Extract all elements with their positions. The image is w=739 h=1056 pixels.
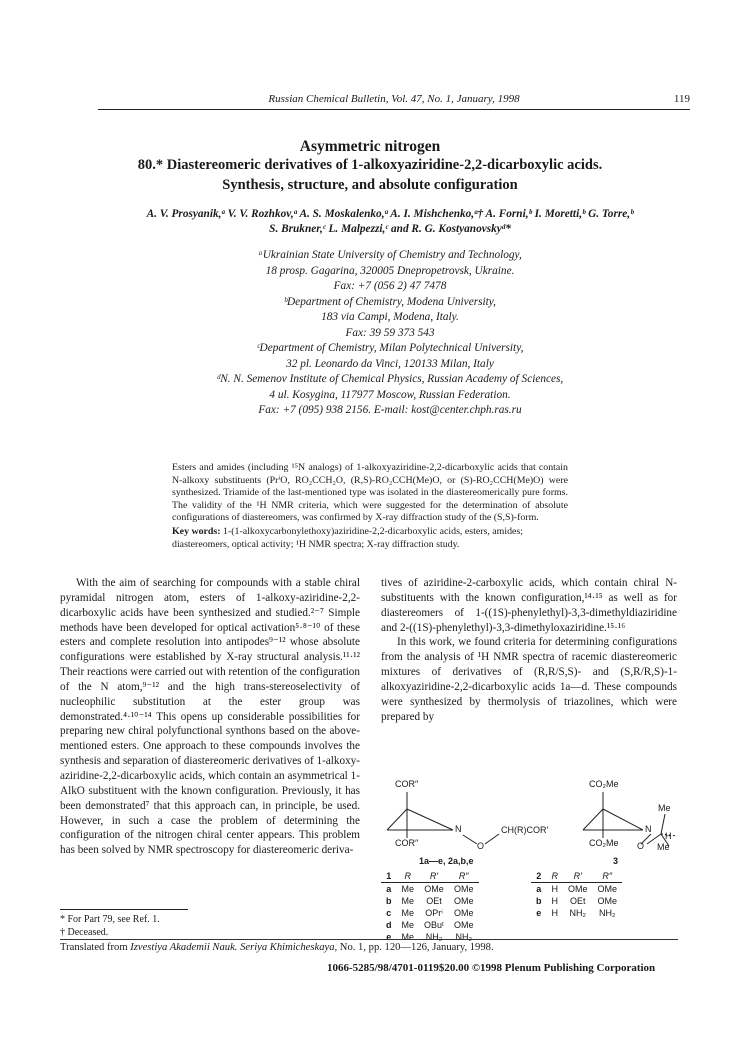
compound-label: 3 [613, 856, 619, 866]
table-cell: Me [401, 932, 415, 942]
chemical-scheme [381, 774, 677, 942]
body-paragraph: With the aim of searching for compounds with a stable chiral pyramidal nitrogen atom, esters of 1-alkoxy-aziridine-2,2-dicarboxylic acids have been synthesized and studied.²⁻⁷ Simple methods have been developed for optical activation⁵·⁸⁻¹⁰ of these esters and complete resolution into antipodes⁹⁻¹² whose absolute configurations were established by X-ray structural analysis.¹¹·¹² Their reactions were carried out with retention of the configuration of the N atom,⁹⁻¹² and the high trans-stereoselectivity of nucleophilic substitution at the ester group was demonstrated.⁴·¹⁰⁻¹⁴ This opens up considerable possibilities for preparing new chiral polyfunctional synthons based on the above-mentioned esters. One approach to these compounds involves the synthesis and separation of diastereomeric derivatives of 1-alkoxy-aziridine-2,2-dicarboxylic acids, which contain an asymmetrical 1-AlkO substituent with the known configuration. Previously, it has been demonstrated⁷ that this approach can, in principle, be used. However, in such a case the problem of determining the configuration of the nitrogen chiral center appears. This problem has been solved by NMR spectroscopy for diastereomeric deriva- [60, 577, 360, 857]
substituent-label: Me [658, 803, 671, 813]
substituent-table-1 [381, 870, 479, 943]
translation-journal: Izvestiya Akademii Nauk. Seriya Khimicheskaya, [130, 942, 338, 953]
substituent-table-2 [531, 870, 622, 919]
table-cell: OEt [426, 896, 442, 906]
substituent-label: Me [657, 842, 670, 852]
bond [463, 835, 477, 844]
table-cell: OMe [454, 884, 474, 894]
affiliation-line: Fax: 39 59 373 543 [345, 326, 435, 339]
table-row [381, 895, 479, 907]
substituent-label: CH(R)COR′ [501, 825, 549, 835]
affiliation-line: 18 prosp. Gagarina, 320005 Dnepropetrovsk, Ukraine. [265, 264, 515, 277]
table-cell: d [386, 920, 392, 930]
page-number: 119 [673, 93, 690, 105]
table-cell: H [551, 884, 558, 894]
table-cell: Me [401, 920, 415, 930]
table-cell: Me [401, 884, 415, 894]
table-cell: NH₂ [425, 932, 443, 942]
keywords-text: 1-(1-alkoxycarbonylethoxy)aziridine-2,2-dicarboxylic acids, esters, amides; diastereomers, optical activity; ¹H NMR spectra; X-ray diffraction study. [172, 526, 523, 550]
table-header: R″ [449, 870, 479, 883]
bond [603, 809, 643, 830]
table-cell: NH₂ [599, 908, 616, 918]
table-cell: OMe [597, 884, 618, 894]
affiliation-line: Fax: +7 (056 2) 47 7478 [333, 280, 447, 292]
table-cell: NH₂ [569, 908, 586, 918]
table-header: R′ [419, 870, 449, 883]
atom-label: N [455, 824, 462, 834]
table-cell: Me [401, 896, 415, 906]
table-cell: OMe [568, 884, 588, 894]
keywords-label: Key words: [172, 526, 221, 537]
table-header-row [381, 870, 479, 883]
footnote-divider [60, 909, 188, 910]
article-title: 80.* Diastereomeric derivatives of 1-alkoxyaziridine-2,2-dicarboxylic acids. [137, 157, 603, 173]
translation-note [60, 942, 494, 953]
table-cell: b [536, 896, 542, 906]
affiliation-line: ᵃUkrainian State University of Chemistry and Technology, [258, 249, 522, 261]
table-cell: H [551, 896, 558, 906]
table-header: R′ [563, 870, 593, 883]
copyright-line: 1066-5285/98/4701-0119$20.00 ©1998 Plenum Publishing Corporation [327, 962, 656, 974]
table-cell: OMe [597, 896, 618, 906]
table-cell: H [551, 908, 558, 918]
body-left-column [60, 576, 360, 858]
author-list [80, 207, 700, 237]
series-title: Asymmetric nitrogen [299, 138, 441, 155]
atom-label: O [637, 841, 645, 851]
table-header: R [547, 870, 564, 883]
table-header: R″ [593, 870, 623, 883]
bond [485, 834, 499, 844]
affiliation-line: 32 pl. Leonardo da Vinci, 120133 Milan, Italy [286, 357, 494, 370]
table-cell: OEt [570, 896, 586, 906]
substituent-label: CO₂Me [589, 838, 619, 848]
atom-label: H [665, 831, 672, 841]
affiliation-line: ᵇDepartment of Chemistry, Modena University, [283, 295, 496, 308]
table-header: R [397, 870, 420, 883]
table-cell: NH₂ [455, 932, 473, 942]
substituent-label: CO₂Me [589, 779, 619, 789]
affiliations [80, 248, 700, 419]
author-line: A. V. Prosyanik,ᵃ V. V. Rozhkov,ᵃ A. S. Moskalenko,ᵃ A. I. Mishchenko,ᵃ† A. Forni,ᵇ I. Moretti,ᵇ G. Torre,ᵇ [146, 208, 634, 220]
table-header: 1 [381, 870, 397, 883]
bond [407, 809, 453, 830]
affiliation-line: ᶜDepartment of Chemistry, Milan Polytechnical University, [256, 342, 524, 354]
running-header [98, 93, 690, 110]
translation-suffix: No. 1, pp. 120—126, January, 1998. [337, 942, 494, 953]
table-cell: OMe [454, 908, 474, 918]
bottom-divider [60, 939, 678, 940]
keywords [172, 526, 568, 551]
table-cell: a [386, 884, 392, 894]
table-cell: OMe [424, 884, 444, 894]
table-row [531, 907, 622, 919]
footnotes [60, 913, 160, 939]
table-header-row [531, 870, 622, 883]
abstract: Esters and amides (including ¹⁵N analogs) of 1-alkoxyaziridine-2,2-dicarboxylic acids that contain N-alkoxy substituents (PrⁱO, RO₂CCH₂O, (R,S)-RO₂CCH(Me)O, or (S)-RO₂CCH(Me)O) were synthesized. Triamide of the last-mentioned type was isolated in the diastereomerically pure forms. The validity of the ¹H NMR criteria, which were suggested for the determination of absolute configurations of diastereomers, was confirmed by X-ray diffraction study of the (S,S)-form. [172, 462, 568, 524]
table-row [381, 883, 479, 896]
footnote: * For Part 79, see Ref. 1. [60, 914, 160, 925]
table-cell: OBuᵗ [424, 920, 445, 930]
atom-label: N [645, 824, 652, 834]
body-paragraph: tives of aziridine-2-carboxylic acids, which contain chiral N-substituents with the known configuration,¹⁴·¹⁵ as well as for diastereomers of 1-((1S)-phenylethyl)-3,3-dimethyldiaziridine and 2-((1S)-phenylethyl)-3,3-dimethyloxaziridine.¹⁵·¹⁶ [381, 577, 677, 634]
author-line: S. Brukner,ᶜ L. Malpezzi,ᶜ and R. G. Kostyanovskyᵈ* [269, 223, 511, 235]
table-row [381, 919, 479, 931]
journal-citation: Russian Chemical Bulletin, Vol. 47, No. 1, January, 1998 [268, 93, 520, 105]
table-cell: c [386, 908, 392, 918]
bond [583, 809, 603, 830]
table-row [381, 907, 479, 919]
table-cell: OMe [454, 920, 474, 930]
substituent-label: COR″ [395, 838, 419, 848]
translation-prefix: Translated from [60, 942, 131, 953]
body-paragraph: In this work, we found criteria for determining configurations from the analysis of ¹H NMR spectra of racemic diastereomeric mixtures of derivatives of (R,R/S,S)- and (S,R/R,S)-1-alkoxyaziridine-2,2-dicarboxylic acids 1a—d. These compounds were synthesized by thermolysis of triazolines, which were prepared by [381, 636, 677, 723]
affiliation-line: 183 via Campi, Modena, Italy. [321, 311, 459, 323]
substituent-label: COR″ [395, 779, 419, 789]
table-cell: e [386, 932, 392, 942]
table-cell: a [536, 884, 542, 894]
affiliation-line: 4 ul. Kosygina, 117977 Moscow, Russian Federation. [269, 388, 511, 401]
affiliation-line: ᵈN. N. Semenov Institute of Chemical Physics, Russian Academy of Sciences, [216, 373, 564, 385]
table-cell: b [386, 896, 392, 906]
footnote: † Deceased. [60, 927, 109, 938]
table-cell: OMe [454, 896, 474, 906]
article-subtitle: Synthesis, structure, and absolute configuration [222, 177, 518, 193]
table-cell: OPrⁱ [425, 907, 443, 918]
table-cell: Me [401, 908, 415, 918]
table-row [531, 883, 622, 896]
bond [387, 809, 407, 830]
body-right-column [381, 576, 677, 724]
table-cell: e [536, 908, 542, 918]
atom-label: O [477, 841, 485, 851]
table-row [531, 895, 622, 907]
affiliation-line: Fax: +7 (095) 938 2156. E-mail: kost@center.chph.ras.ru [258, 404, 522, 416]
compound-label: 1a—e, 2a,b,e [419, 856, 474, 866]
table-header: 2 [531, 870, 547, 883]
